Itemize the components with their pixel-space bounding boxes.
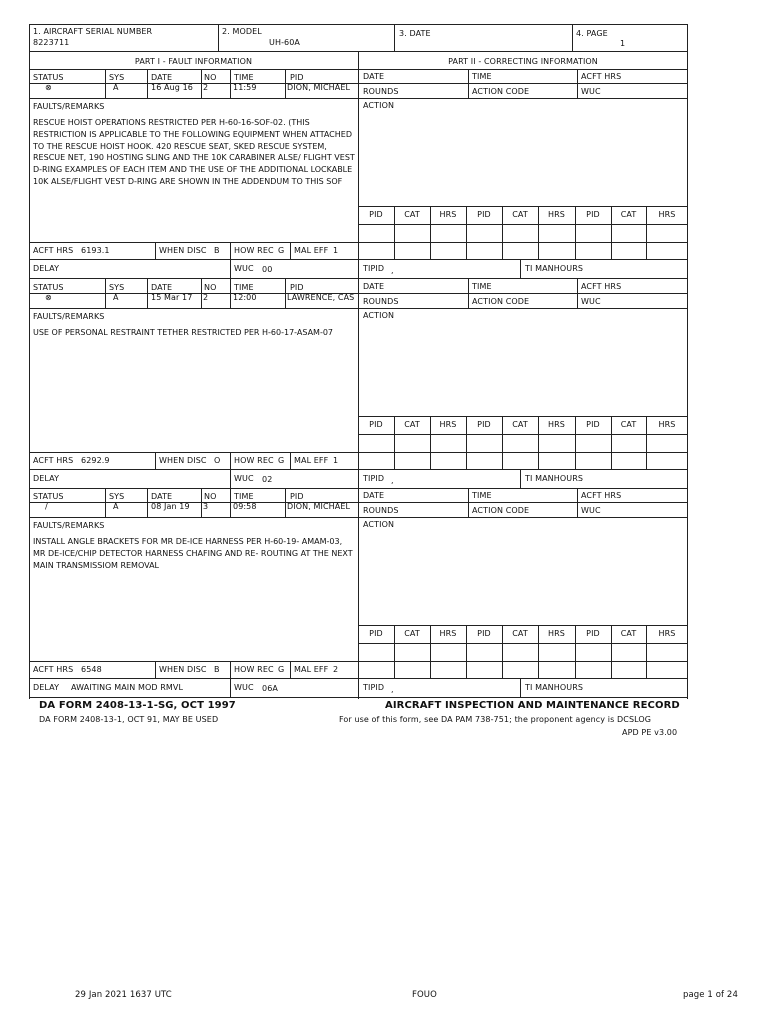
entry-3-grid-pid-header-4: PID	[477, 629, 491, 638]
entry-3-time-label: TIME	[234, 492, 254, 501]
serial-number-label: 1. AIRCRAFT SERIAL NUMBER	[33, 27, 153, 36]
entry-3-rounds-label: ROUNDS	[363, 506, 399, 515]
entry-2-time-value: 12:00	[233, 293, 257, 302]
entry-1-grid-pid-header-4: PID	[477, 210, 491, 219]
entry-1-acft-hrs-value: 6193.1	[81, 246, 110, 255]
entry-1-mal-eff-value: 1	[333, 246, 339, 255]
entry-1-tipid-label: TIPID	[363, 264, 385, 273]
entry-3-delay-label: DELAY	[33, 683, 60, 692]
entry-2-rounds-label: ROUNDS	[363, 297, 399, 306]
entry-2-no-value: 2	[203, 293, 209, 302]
entry-2-corr-time-label: TIME	[472, 282, 492, 291]
entry-1-grid-cat-header-5: CAT	[512, 210, 528, 219]
entry-1-grid-cat-header-2: CAT	[404, 210, 420, 219]
entry-3-grid-hrs-header-6: HRS	[548, 629, 565, 638]
entry-2-grid-pid-header-4: PID	[477, 420, 491, 429]
entry-1-when-disc-value: B	[214, 246, 220, 255]
part1-title: PART I - FAULT INFORMATION	[134, 57, 253, 66]
entry-1-corr-date-label: DATE	[363, 72, 385, 81]
entry-2-grid-pid-header-7: PID	[586, 420, 600, 429]
entry-2-status-value: ⊗	[45, 293, 52, 302]
entry-2-tipid-value: ,	[391, 476, 394, 485]
entry-2-faults-label: FAULTS/REMARKS	[33, 312, 105, 321]
entry-1-grid-hrs-header-9: HRS	[658, 210, 676, 219]
entry-1-no-value: 2	[203, 83, 209, 92]
entry-1-how-rec-value: G	[278, 246, 285, 255]
entry-1-time-value: 11:59	[233, 83, 257, 92]
entry-2-pid-label: PID	[290, 283, 304, 292]
entry-1-no-label: NO	[204, 73, 217, 82]
entry-1-corr-wuc-label: WUC	[581, 87, 601, 96]
entry-2-grid-hrs-header-9: HRS	[658, 420, 676, 429]
entry-1-status-value: ⊗	[45, 83, 52, 92]
entry-3-pid-label: PID	[290, 492, 304, 501]
entry-3-corr-acft-hrs-label: ACFT HRS	[581, 491, 622, 500]
entry-1-pid-label: PID	[290, 73, 304, 82]
entry-3-corr-wuc-label: WUC	[581, 506, 601, 515]
entry-1-mal-eff-label: MAL EFF	[294, 246, 329, 255]
entry-2-grid-cat-header-8: CAT	[620, 420, 637, 429]
entry-3-time-value: 09:58	[233, 502, 257, 511]
entry-2-no-label: NO	[204, 283, 217, 292]
entry-2-how-rec-value: G	[278, 456, 285, 465]
entry-3-status-value: /	[45, 502, 48, 511]
entry-3-wuc-value: 06A	[262, 684, 278, 693]
entry-2-status-label: STATUS	[33, 283, 64, 292]
date-label: 3. DATE	[399, 29, 431, 38]
entry-2-when-disc-label: WHEN DISC	[159, 456, 207, 465]
entry-2-ti-manhours-label: TI MANHOURS	[525, 474, 584, 483]
entry-1-action-label: ACTION	[363, 101, 395, 110]
entry-2-corr-date-label: DATE	[363, 282, 385, 291]
entry-1-delay-label: DELAY	[33, 264, 60, 273]
entry-2-date-value: 15 Mar 17	[151, 293, 193, 302]
model-label: 2. MODEL	[222, 27, 262, 36]
entry-3-how-rec-label: HOW REC	[234, 665, 274, 674]
entry-3-mal-eff-label: MAL EFF	[294, 665, 329, 674]
entry-2-corr-acft-hrs-label: ACFT HRS	[581, 282, 622, 291]
form-version: APD PE v3.00	[622, 728, 678, 737]
entry-2-how-rec-label: HOW REC	[234, 456, 274, 465]
serial-number-value: 8223711	[33, 38, 70, 47]
entry-2-grid-cat-header-2: CAT	[404, 420, 420, 429]
entry-2-grid-pid-header-1: PID	[369, 420, 383, 429]
entry-3-no-label: NO	[204, 492, 217, 501]
entry-2-mal-eff-value: 1	[333, 456, 339, 465]
entry-3-delay-value: AWAITING MAIN MOD RMVL	[71, 683, 184, 692]
entry-1-ti-manhours-label: TI MANHOURS	[525, 264, 584, 273]
entry-2-acft-hrs-label: ACFT HRS	[33, 456, 74, 465]
entry-3-wuc-label: WUC	[234, 683, 254, 692]
entry-1-grid-cat-header-8: CAT	[620, 210, 637, 219]
entry-3-action-code-label: ACTION CODE	[472, 506, 530, 515]
security-marking: FOUO	[412, 990, 437, 1000]
page-label: 4. PAGE	[576, 29, 608, 38]
entry-1-grid-hrs-header-6: HRS	[548, 210, 565, 219]
entry-1-when-disc-label: WHEN DISC	[159, 246, 207, 255]
entry-2-acft-hrs-value: 6292.9	[81, 456, 110, 465]
entry-1-rounds-label: ROUNDS	[363, 87, 399, 96]
entry-1-remarks: RESCUE HOIST OPERATIONS RESTRICTED PER H-60-16-SOF-02. (THIS RESTRICTION IS APPLICABLE TO THE FOLLOWING EQUIPMENT WHEN ATTACHED TO THE RESCUE HOIST HOOK. 420 RESCUE SEAT, SKED RESCUE SYSTEM, RESCUE NET, 190 HOSTING SLING AND THE 10K CARABINER ALSE/ FLIGHT VEST D-RING EXAMPLES OF EACH ITEM AND THE USE OF THE ADDITIONAL LOCKABLE 10K ALSE/FLIGHT VEST D-RING ARE SHOWN IN THE ADDENDUM TO THIS SOF	[33, 118, 355, 186]
entry-2-action-code-label: ACTION CODE	[472, 297, 530, 306]
entry-2-tipid-label: TIPID	[363, 474, 385, 483]
entry-1-how-rec-label: HOW REC	[234, 246, 274, 255]
entry-3-faults-label: FAULTS/REMARKS	[33, 521, 105, 530]
entry-3-how-rec-value: G	[278, 665, 285, 674]
entry-1-sys-value: A	[113, 83, 119, 92]
entry-1-wuc-label: WUC	[234, 264, 254, 273]
entry-2-time-label: TIME	[234, 283, 254, 292]
entry-3-sys-label: SYS	[109, 492, 125, 501]
entry-3-pid-value: DION, MICHAEL	[287, 502, 351, 511]
entry-1-date-label: DATE	[151, 73, 173, 82]
entry-3-grid-hrs-header-9: HRS	[658, 629, 676, 638]
entry-3-ti-manhours-label: TI MANHOURS	[525, 683, 584, 692]
entry-2-action-label: ACTION	[363, 311, 395, 320]
entry-2-mal-eff-label: MAL EFF	[294, 456, 329, 465]
entry-3-acft-hrs-value: 6548	[81, 665, 102, 674]
entry-3-when-disc-value: B	[214, 665, 220, 674]
entry-1-wuc-value: 00	[262, 265, 273, 274]
entry-2-wuc-label: WUC	[234, 474, 254, 483]
entry-1-tipid-value: ,	[391, 266, 394, 275]
entry-2-when-disc-value: O	[214, 456, 221, 465]
model-value: UH-60A	[269, 38, 301, 47]
entry-3-date-value: 08 Jan 19	[151, 502, 190, 511]
entry-1-grid-pid-header-1: PID	[369, 210, 383, 219]
entry-1-faults-label: FAULTS/REMARKS	[33, 102, 105, 111]
entry-3-corr-date-label: DATE	[363, 491, 385, 500]
entry-1-status-label: STATUS	[33, 73, 64, 82]
entry-3-tipid-value: ,	[391, 685, 394, 694]
entry-2-wuc-value: 02	[262, 475, 273, 484]
entry-2-sys-value: A	[113, 293, 119, 302]
entry-2-grid-hrs-header-3: HRS	[439, 420, 457, 429]
entry-1-action-code-label: ACTION CODE	[472, 87, 530, 96]
entry-3-corr-time-label: TIME	[472, 491, 492, 500]
entry-3-remarks: INSTALL ANGLE BRACKETS FOR MR DE-ICE HARNESS PER H-60-19- AMAM-03, MR DE-ICE/CHIP DETECTOR HARNESS CHAFING AND RE- ROUTING AT THE NEXT MAIN TRANSMISSIOM REMOVAL	[33, 537, 353, 570]
entry-1-sys-label: SYS	[109, 73, 125, 82]
entry-1-date-value: 16 Aug 16	[151, 83, 193, 92]
entry-1-corr-time-label: TIME	[472, 72, 492, 81]
entry-3-no-value: 3	[203, 502, 209, 511]
page-value: 1	[620, 39, 626, 48]
print-timestamp: 29 Jan 2021 1637 UTC	[75, 990, 172, 1000]
entry-1-acft-hrs-label: ACFT HRS	[33, 246, 74, 255]
entry-3-when-disc-label: WHEN DISC	[159, 665, 207, 674]
entry-1-time-label: TIME	[234, 73, 254, 82]
entry-1-grid-pid-header-7: PID	[586, 210, 600, 219]
entry-3-acft-hrs-label: ACFT HRS	[33, 665, 74, 674]
entry-3-status-label: STATUS	[33, 492, 64, 501]
entry-1-grid-hrs-header-3: HRS	[439, 210, 457, 219]
entry-3-grid-pid-header-1: PID	[369, 629, 383, 638]
entry-2-grid-hrs-header-6: HRS	[548, 420, 565, 429]
entry-2-delay-label: DELAY	[33, 474, 60, 483]
entry-1-corr-acft-hrs-label: ACFT HRS	[581, 72, 622, 81]
part2-title: PART II - CORRECTING INFORMATION	[448, 57, 598, 66]
form-id: DA FORM 2408-13-1-SG, OCT 1997	[39, 700, 236, 711]
entry-2-grid-cat-header-5: CAT	[512, 420, 528, 429]
entry-2-date-label: DATE	[151, 283, 173, 292]
entry-3-grid-cat-header-2: CAT	[404, 629, 420, 638]
entry-3-grid-pid-header-7: PID	[586, 629, 600, 638]
form-title: AIRCRAFT INSPECTION AND MAINTENANCE RECORD	[385, 700, 680, 711]
entry-1-pid-value: DION, MICHAEL	[287, 83, 351, 92]
entry-2-sys-label: SYS	[109, 283, 125, 292]
page-count: page 1 of 24	[683, 990, 738, 1000]
supersedes-note: DA FORM 2408-13-1, OCT 91, MAY BE USED	[39, 715, 219, 724]
entry-3-grid-cat-header-8: CAT	[620, 629, 637, 638]
entry-3-mal-eff-value: 2	[333, 665, 339, 674]
entry-2-remarks: USE OF PERSONAL RESTRAINT TETHER RESTRICTED PER H-60-17-ASAM-07	[33, 328, 334, 337]
entry-3-sys-value: A	[113, 502, 119, 511]
entry-2-corr-wuc-label: WUC	[581, 297, 601, 306]
entry-3-grid-cat-header-5: CAT	[512, 629, 528, 638]
use-note: For use of this form, see DA PAM 738-751; the proponent agency is DCSLOG	[339, 715, 652, 724]
entry-3-action-label: ACTION	[363, 520, 395, 529]
entry-3-tipid-label: TIPID	[363, 683, 385, 692]
entry-2-pid-value: LAWRENCE, CAS	[287, 293, 355, 302]
entry-3-grid-hrs-header-3: HRS	[439, 629, 457, 638]
entry-3-date-label: DATE	[151, 492, 173, 501]
